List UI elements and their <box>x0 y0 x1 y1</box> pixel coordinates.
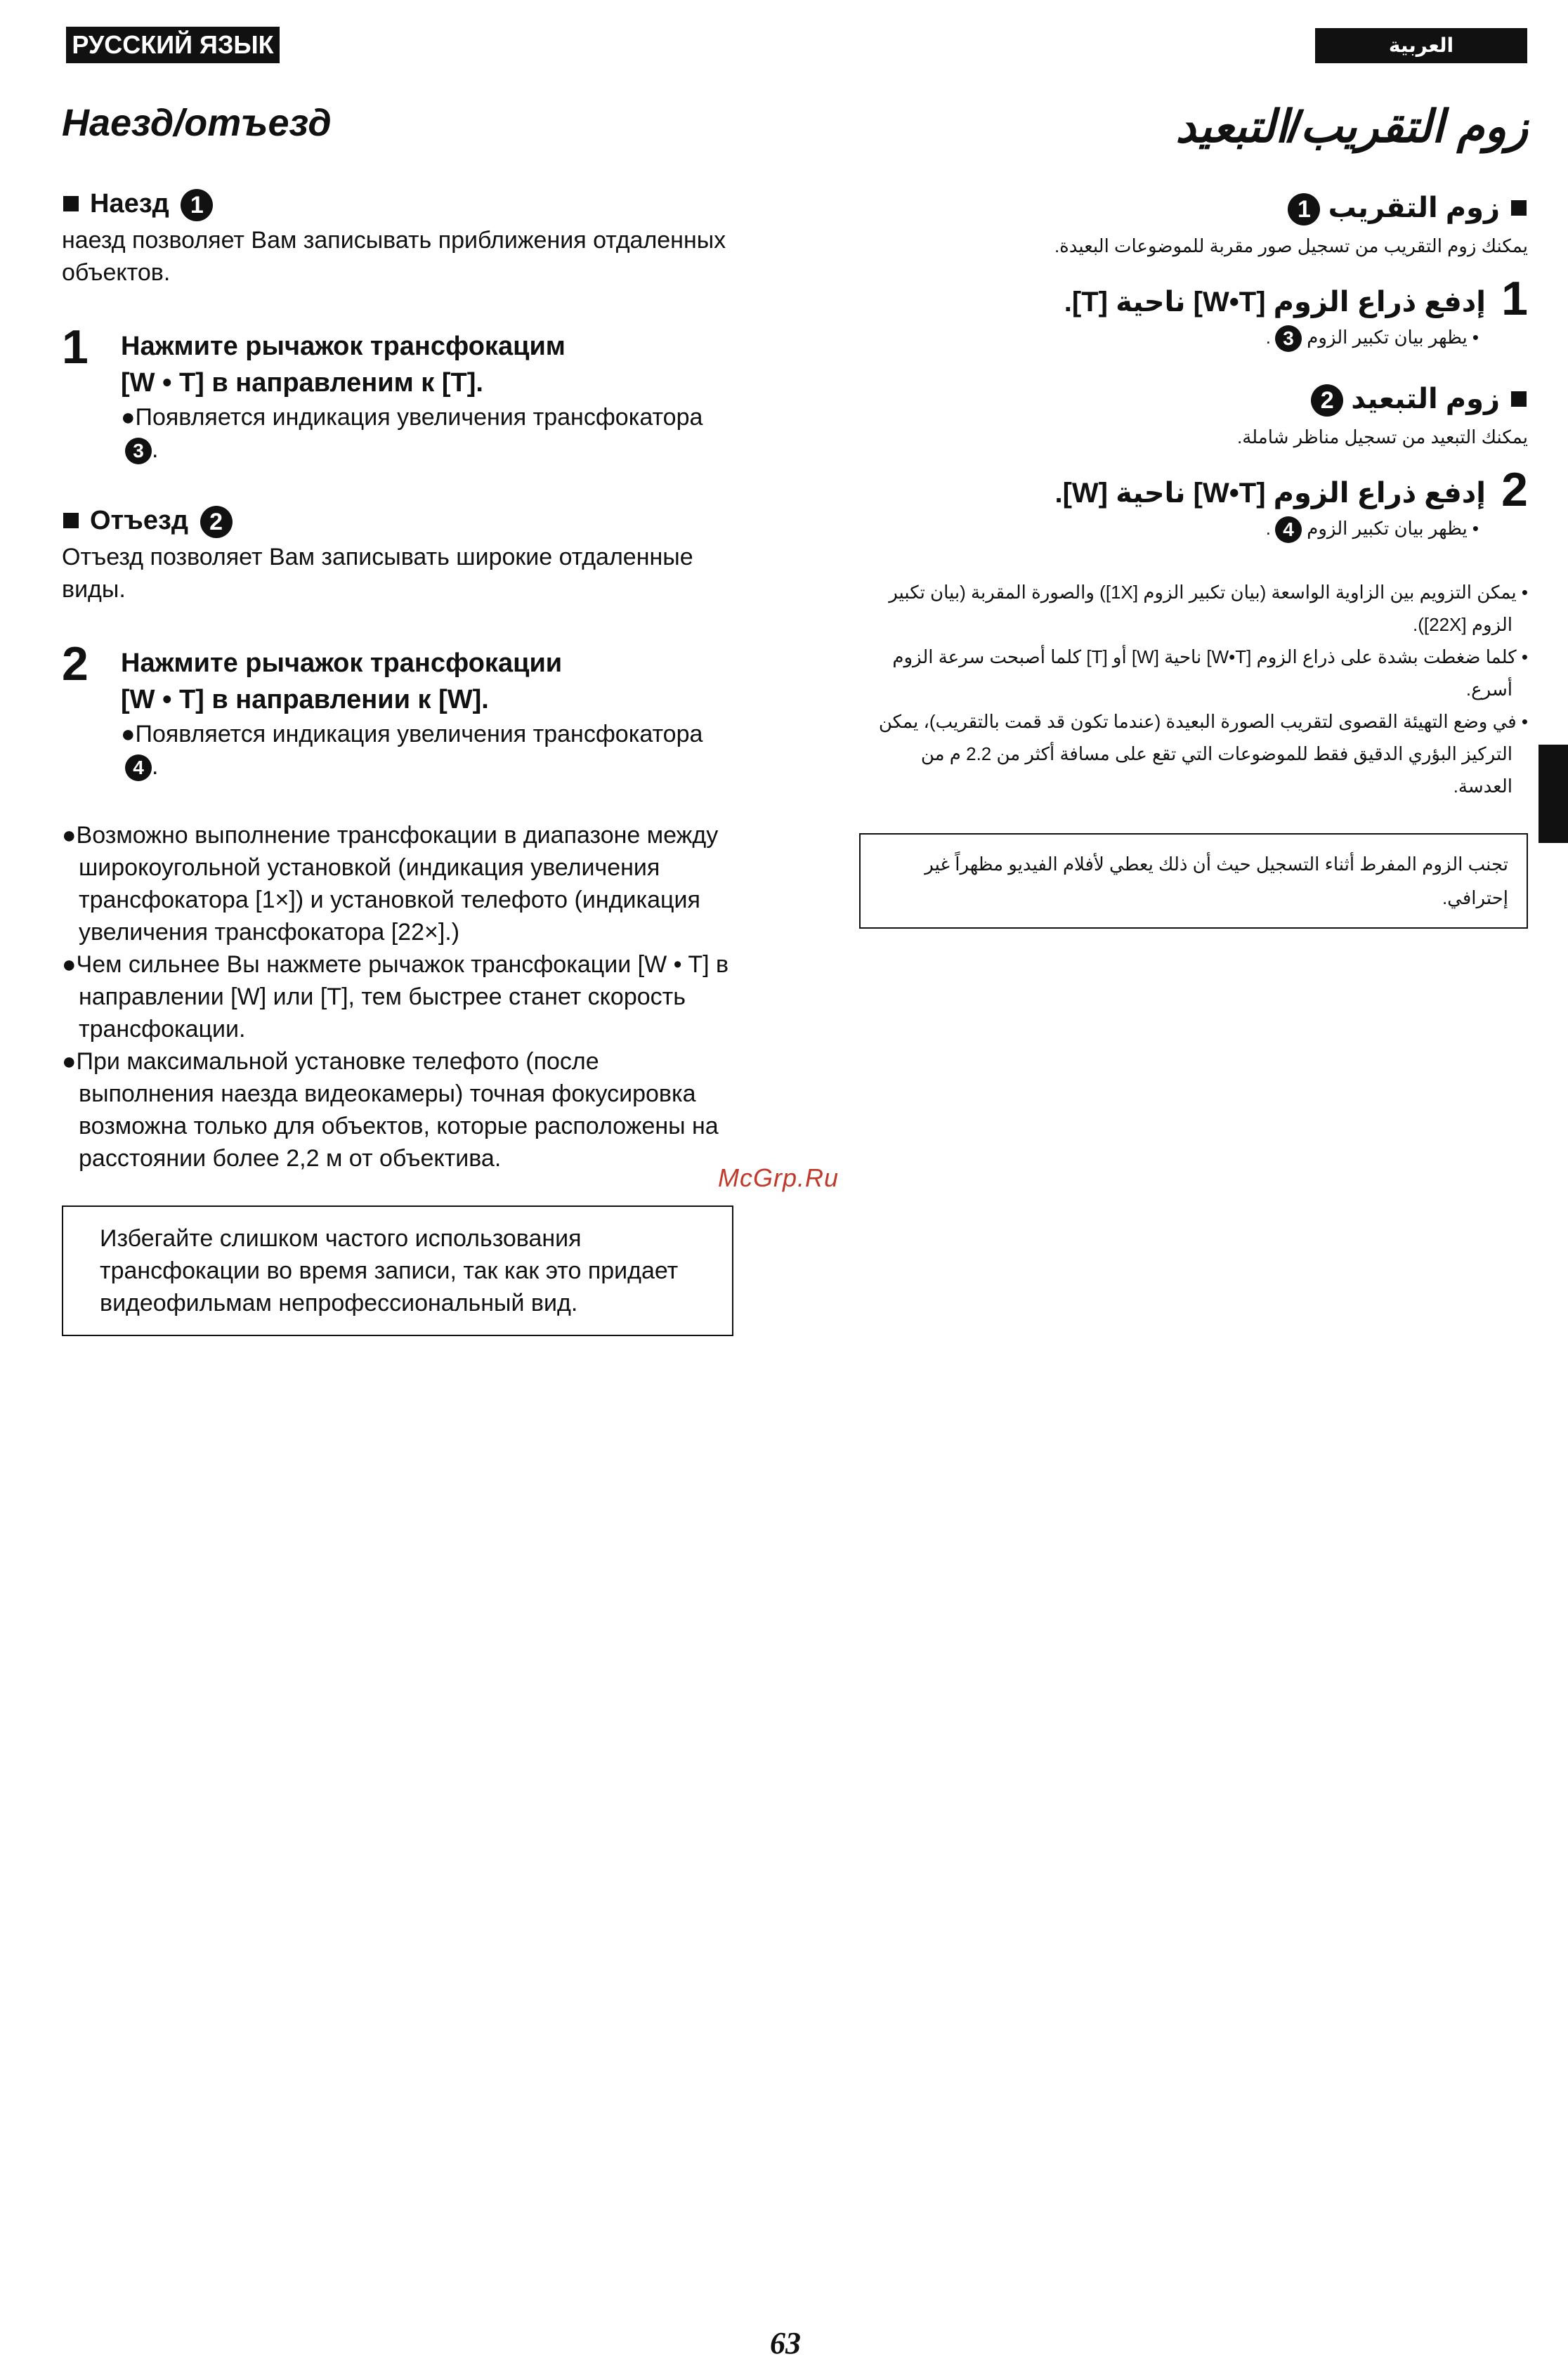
note-period: . <box>1265 518 1271 539</box>
list-item: • كلما ضغطت بشدة على ذراع الزوم [W•T] ناحية [W] أو [T] كلما أصبحت سرعة الزوم أسرع. <box>892 646 1528 700</box>
zoom-in-heading-label: Наезд <box>90 189 169 218</box>
step-2-heading-line1: Нажмите рычажок трансфокации <box>121 648 563 678</box>
step-2-note <box>121 718 736 783</box>
step-2-note-text: ●Появляется индикация увеличения трансфокатора <box>121 720 703 747</box>
circle-number-1-icon: 1 <box>181 189 213 221</box>
note-period: . <box>1265 327 1271 348</box>
language-tag-russian: РУССКИЙ ЯЗЫК <box>66 27 280 63</box>
square-bullet-icon <box>63 513 79 528</box>
zoom-in-desc-ar: يمكنك زوم التقريب من تسجيل صور مقربة للموضوعات البعيدة. <box>1054 235 1528 256</box>
step-number: 1 <box>62 320 89 374</box>
zoom-in-heading-ar <box>861 190 1528 226</box>
square-bullet-icon <box>1511 200 1527 216</box>
page-number: 63 <box>770 2326 801 2360</box>
zoom-in-desc-ru: наезд позволяет Вам записывать приближения отдаленных объектов. <box>62 226 726 286</box>
list-item: • في وضع التهيئة القصوى لتقريب الصورة البعيدة (عندما تكون قد قمت بالتقريب)، يمكن التركيز البؤري الدقيق فقط للموضوعات التي تقع على مسافة أكثر من 2.2 م من العدسة. <box>878 711 1528 797</box>
warning-box-ar: تجنب الزوم المفرط أثناء التسجيل حيث أن ذلك يعطي لأفلام الفيديو مظهراً غير إحترافي. <box>859 833 1528 929</box>
step-1-ar <box>861 272 1528 353</box>
circle-number-2-icon: 2 <box>200 506 233 538</box>
list-item: ●Чем сильнее Вы нажмете рычажок трансфокации [W • T] в направлении [W] или [T], тем быстрее станет скорость трансфокации. <box>62 950 729 1043</box>
step-1-note-ar <box>861 322 1486 353</box>
section-thumb-tab <box>1538 745 1568 843</box>
circle-number-4-icon: 4 <box>1275 516 1302 543</box>
zoom-out-heading-ar <box>861 381 1528 417</box>
zoom-out-desc-ar: يمكنك التبعيد من تسجيل مناظر شاملة. <box>1237 426 1528 447</box>
zoom-out-heading-ru <box>62 504 736 538</box>
watermark-text: McGrp.Ru <box>718 1163 839 1192</box>
step-1-note-text: • يظهر بيان تكبير الزوم <box>1307 327 1479 348</box>
zoom-out-heading-label: Отъезд <box>90 505 189 535</box>
step-number: 1 <box>1501 272 1528 325</box>
step-1-note-text: ●Появляется индикация увеличения трансфокатора <box>121 403 703 431</box>
circle-number-2-icon: 2 <box>1311 384 1343 417</box>
zoom-out-desc-ru: Отъезд позволяет Вам записывать широкие отдаленные виды. <box>62 543 693 603</box>
circle-number-3-icon: 3 <box>125 438 152 464</box>
step-number: 2 <box>1501 463 1528 516</box>
language-tag-arabic: العربية <box>1315 28 1527 63</box>
step-2-heading-ar: إدفع ذراع الزوم [W•T] ناحية [W]. <box>1054 478 1486 509</box>
step-1-note <box>121 401 736 466</box>
circle-number-1-icon: 1 <box>1288 193 1320 226</box>
arabic-column <box>861 91 1528 929</box>
step-1-heading-line2: [W • T] в направленим к [T]. <box>121 367 483 398</box>
step-1-ru <box>62 320 736 466</box>
step-2-note-text: • يظهر بيان تكبير الزوم <box>1307 518 1479 539</box>
step-2-ar <box>861 463 1528 544</box>
step-1-heading-line1: Нажмите рычажок трансфокацим <box>121 331 566 361</box>
circle-number-3-icon: 3 <box>1275 325 1302 352</box>
square-bullet-icon <box>1511 391 1527 407</box>
zoom-in-heading-ru <box>62 187 736 221</box>
square-bullet-icon <box>63 196 79 211</box>
zoom-out-heading-label: زوم التبعيد <box>1351 384 1500 414</box>
list-item: • يمكن التزويم بين الزاوية الواسعة (بيان تكبير الزوم [1X]) والصورة المقربة (بيان تكبير الزوم [22X]). <box>889 582 1528 635</box>
notes-list-ru <box>62 819 736 1175</box>
step-2-note-ar <box>861 513 1486 544</box>
list-item: ●Возможно выполнение трансфокации в диапазоне между широкоугольной установкой (индикация увеличения трансфокатора [1×]) и установкой телефото (индикация увеличения трансфокатора [22×].) <box>62 821 719 946</box>
note-period: . <box>152 436 159 463</box>
page-title-ar: زوم التقريب/التبعيد <box>1175 101 1528 152</box>
circle-number-4-icon: 4 <box>125 754 152 781</box>
list-item: ●При максимальной установке телефото (после выполнения наезда видеокамеры) точная фокусировка возможна только для объектов, которые расположены на расстоянии более 2,2 м от объектива. <box>62 1047 719 1172</box>
step-number: 2 <box>62 636 89 691</box>
step-2-ru <box>62 636 736 783</box>
russian-column <box>62 91 736 1336</box>
step-1-heading-ar: إدفع ذراع الزوم [W•T] ناحية [T]. <box>1064 287 1486 318</box>
note-period: . <box>152 752 159 780</box>
zoom-in-heading-label: زوم التقريب <box>1328 192 1500 223</box>
page-title-ru: Наезд/отъезд <box>62 102 332 144</box>
warning-box-ru: Избегайте слишком частого использования трансфокации во время записи, так как это придает видеофильмам непрофессиональный вид. <box>62 1205 733 1336</box>
step-2-heading-line2: [W • T] в направлении к [W]. <box>121 684 489 714</box>
notes-list-ar <box>861 576 1528 802</box>
